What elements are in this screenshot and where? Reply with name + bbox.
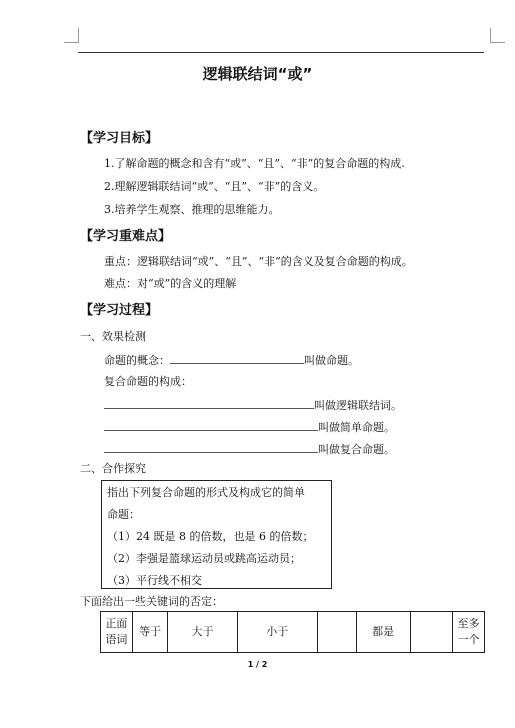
connective-blank (104, 397, 314, 409)
negation-table (100, 611, 485, 653)
box-line-1: 指出下列复合命题的形式及构成它的简单 (107, 486, 305, 499)
page-title: 逻辑联结词“或” (202, 65, 313, 83)
word-cell (410, 612, 452, 653)
connective-line (104, 397, 402, 413)
word-cell (317, 612, 356, 653)
goals-heading: 【学习目标】 (80, 131, 159, 146)
concept-blank (170, 352, 304, 364)
simple-suffix: 叫做简单命题。 (318, 421, 395, 434)
box-line-3: （1）24 既是 8 的倍数，也是 6 的倍数； (107, 530, 314, 543)
emphasis-text: 重点：逻辑联结词“或”、“且”、“非”的含义及复合命题的构成。 (104, 255, 413, 268)
key-points-heading: 【学习重难点】 (80, 229, 172, 244)
concept-line (104, 352, 359, 368)
word-cell: 都是 (356, 612, 410, 653)
box-line-2: 命题： (107, 508, 140, 521)
negation-intro: 下面给出一些关键词的否定： (80, 595, 223, 608)
header-rule (78, 52, 484, 53)
compound-blank (104, 441, 318, 453)
concept-label: 命题的概念： (104, 354, 170, 367)
goal-item-1: 1.了解命题的概念和含有“或”、“且”、“非”的复合命题的构成. (104, 157, 405, 170)
composition-label: 复合命题的构成： (104, 375, 192, 388)
simple-line (104, 419, 395, 435)
compound-suffix: 叫做复合命题。 (318, 443, 395, 456)
table-row (101, 612, 485, 653)
part2-title: 二、合作探究 (80, 462, 146, 475)
compound-line (104, 441, 395, 457)
exercise-box (101, 480, 332, 589)
box-line-4: （2）李强是篮球运动员或跳高运动员； (107, 552, 301, 565)
box-line-5: （3）平行线不相交 (107, 574, 202, 587)
word-cell: 大于 (168, 612, 237, 653)
process-heading: 【学习过程】 (80, 303, 159, 318)
part1-title: 一、效果检测 (80, 330, 146, 343)
connective-suffix: 叫做逻辑联结词。 (314, 399, 402, 412)
difficulty-text: 难点：对“或”的含义的理解 (104, 277, 237, 290)
page-number: 1 / 2 (247, 660, 268, 669)
row-header-cell: 正面语词 (101, 612, 133, 653)
crop-mark-left (64, 28, 79, 43)
word-cell: 至多一个 (453, 612, 485, 653)
concept-suffix: 叫做命题。 (304, 354, 359, 367)
word-cell: 小于 (237, 612, 317, 653)
simple-blank (104, 419, 318, 431)
word-cell: 等于 (132, 612, 168, 653)
crop-mark-right (490, 28, 505, 43)
goal-item-3: 3.培养学生观察、推理的思维能力。 (104, 203, 280, 216)
goal-item-2: 2.理解逻辑联结词“或”、“且”、“非”的含义。 (104, 180, 325, 193)
